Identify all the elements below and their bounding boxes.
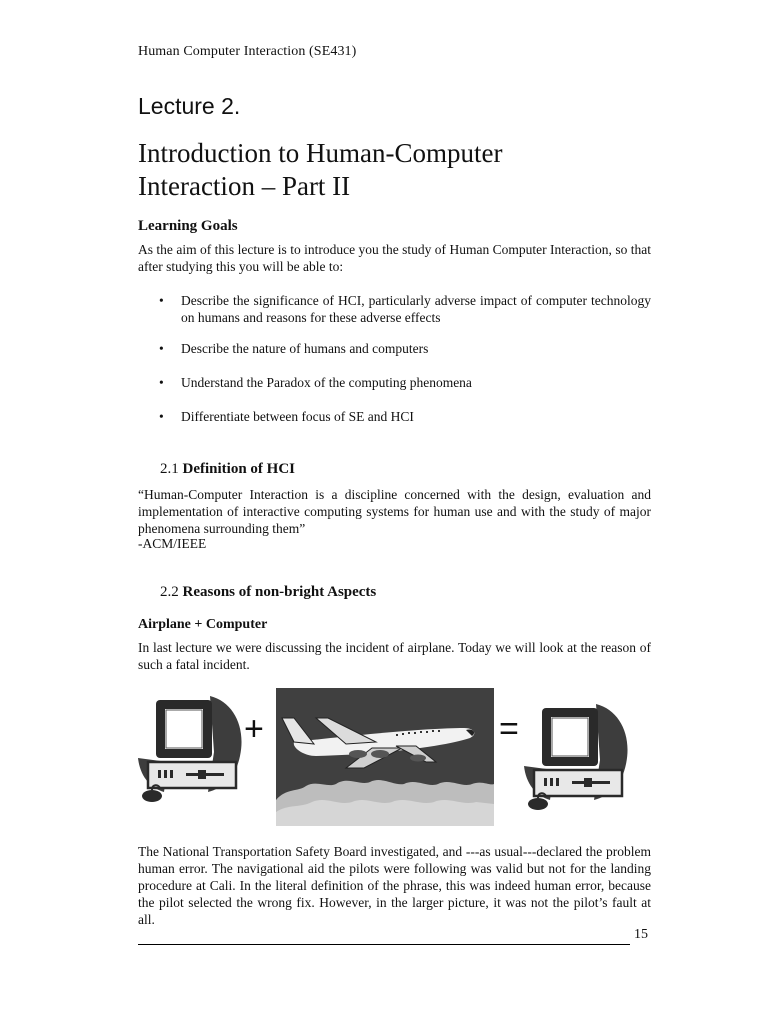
section-2-2-heading [160, 584, 376, 601]
plus-symbol: + [244, 710, 264, 748]
learning-goals-list [138, 292, 651, 425]
lecture-number: Lecture 2. [138, 93, 241, 119]
equals-symbol: = [499, 710, 519, 748]
section-title: Reasons of non-bright Aspects [182, 584, 377, 600]
airplane-icon [276, 688, 494, 826]
learning-goals-heading: Learning Goals [138, 218, 238, 234]
lecture-title [138, 137, 658, 203]
learning-goals-intro: As the aim of this lecture is to introduce you the study of Human Computer Interaction, so that after studying this you will be able to: [138, 242, 651, 274]
page-number: 15 [634, 927, 648, 942]
airplane-computer-subheading: Airplane + Computer [138, 617, 268, 632]
computer-icon [524, 700, 630, 812]
lecture-title-line-1: Introduction to Human-Computer [138, 138, 503, 168]
running-header: Human Computer Interaction (SE431) [138, 44, 357, 59]
list-item [138, 292, 651, 340]
section-number: 2.2 [160, 584, 179, 600]
computer-icon [138, 692, 244, 804]
bullet-icon: • [159, 293, 164, 308]
list-item [138, 408, 651, 425]
list-item-text: Differentiate between focus of SE and HCI [181, 409, 414, 424]
bullet-icon: • [159, 341, 164, 356]
bullet-icon: • [159, 375, 164, 390]
airplane-paragraph: In last lecture we were discussing the incident of airplane. Today we will look at the reason of such a fatal incident. [138, 640, 651, 672]
definition-source: -ACM/IEEE [138, 536, 207, 551]
lecture-title-line-2: Interaction – Part II [138, 171, 351, 201]
footer-divider [138, 944, 630, 945]
list-item-text: Understand the Paradox of the computing phenomena [181, 375, 472, 390]
airplane-plus-computer-figure [138, 686, 638, 826]
list-item [138, 374, 651, 408]
list-item-text: Describe the nature of humans and computers [181, 341, 429, 356]
ntsb-paragraph: The National Transportation Safety Board investigated, and ---as usual---declared the problem human error. The navigational aid the pilots were following was valid but not for the landing procedure at Cali. In the literal definition of the phrase, this was indeed human error, because the pilot selected the wrong fix. However, in the larger picture, it was not the pilot’s fault at all. [138, 844, 651, 927]
section-2-1-heading [160, 461, 295, 478]
list-item [138, 340, 651, 374]
list-item-text: Describe the significance of HCI, particularly adverse impact of computer technology on humans and reasons for these adverse effects [181, 293, 651, 325]
section-title: Definition of HCI [182, 461, 295, 477]
section-number: 2.1 [160, 461, 179, 477]
bullet-icon: • [159, 409, 164, 424]
hci-definition-quote: “Human-Computer Interaction is a discipline concerned with the design, evaluation and implementation of interactive computing systems for human use and with the study of major phenomena surrounding them” [138, 487, 651, 536]
